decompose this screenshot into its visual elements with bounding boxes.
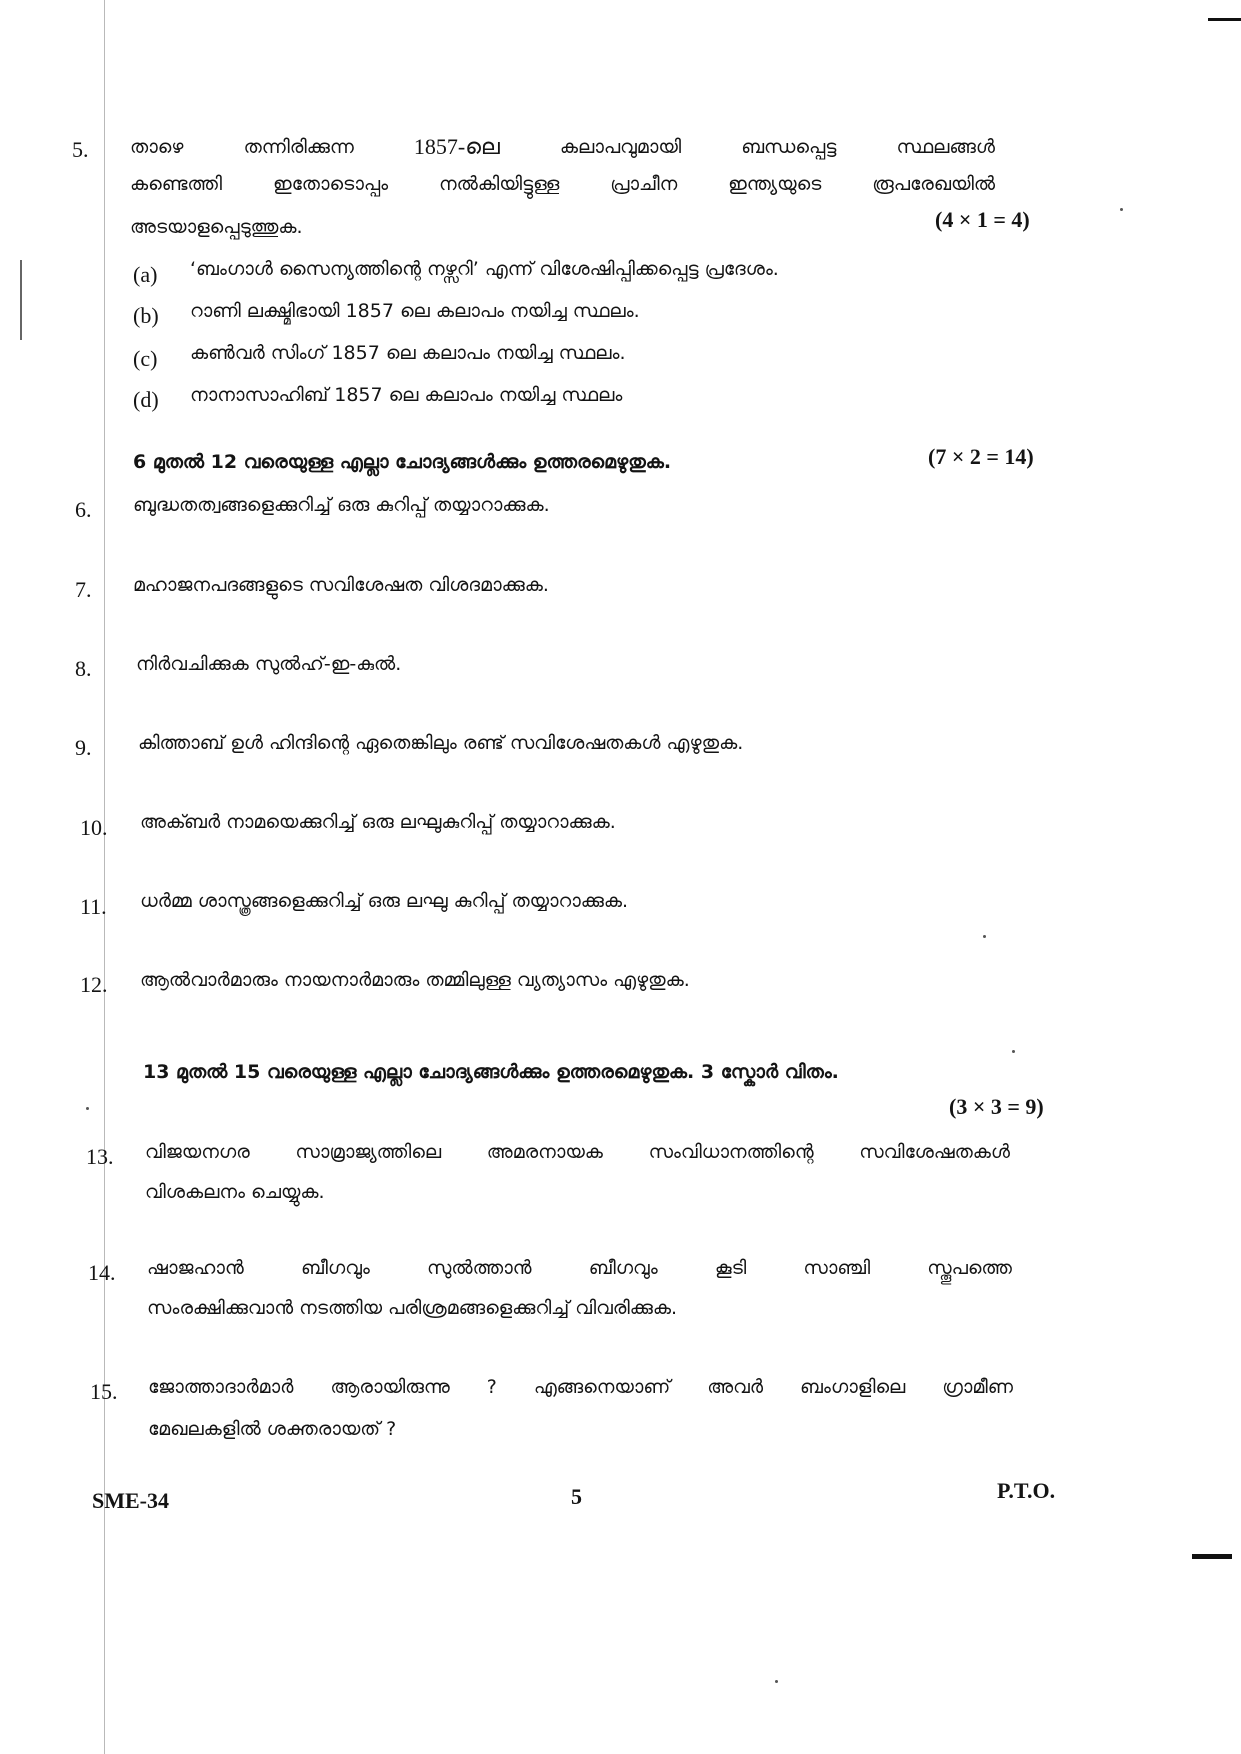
- q5-item-c-text: കൺവർ സിംഗ് 1857 ലെ കലാപം നയിച്ച സ്ഥലം.: [190, 342, 626, 364]
- section-2-marks: (7 × 2 = 14): [928, 444, 1034, 469]
- q5-item-b-label: (b): [133, 303, 159, 328]
- scan-edge-mark-right: [1192, 1554, 1232, 1559]
- q6-number: 6.: [75, 497, 92, 522]
- word: ബന്ധപ്പെട്ട: [741, 136, 837, 158]
- q5-line-3: അടയാളപ്പെടുത്തുക.: [130, 216, 303, 238]
- q8-number: 8.: [75, 656, 92, 681]
- word: 1857-ലെ: [413, 134, 500, 159]
- scan-dot: [775, 1680, 778, 1683]
- q5-line-1: [130, 128, 995, 166]
- word: കണ്ടെത്തി: [130, 173, 223, 195]
- section-3-heading: 13 മുതൽ 15 വരെയുള്ള എല്ലാ ചോദ്യങ്ങൾക്കും ഉത്തരമെഴുതുക. 3 സ്കോർ വിതം.: [143, 1061, 839, 1083]
- q8-text: നിർവചിക്കുക സുൽഹ്-ഇ-കുൽ.: [136, 653, 402, 675]
- word: സവിശേഷതകൾ: [859, 1141, 1010, 1163]
- word: കൂടി: [714, 1257, 747, 1279]
- q14-line-2: സംരക്ഷിക്കുവാൻ നടത്തിയ പരിശ്രമങ്ങളെക്കുറിച്ച് വിവരിക്കുക.: [147, 1297, 678, 1319]
- q5-marks: (4 × 1 = 4): [935, 207, 1030, 232]
- word: ഗ്രാമീണ: [942, 1376, 1013, 1398]
- q11-text: ധർമ്മ ശാസ്ത്രങ്ങളെക്കുറിച്ച് ഒരു ലഘു കുറിപ്പ് തയ്യാറാക്കുക.: [140, 890, 629, 912]
- word: ഇതോടൊപ്പം: [272, 173, 389, 195]
- word: രൂപരേഖയിൽ: [872, 173, 995, 195]
- q5-item-b-text: റാണി ലക്ഷ്മിഭായി 1857 ലെ കലാപം നയിച്ച സ്ഥലം.: [190, 300, 640, 322]
- scan-dot: [983, 935, 986, 938]
- word: സുൽത്താൻ: [427, 1257, 532, 1279]
- word: കലാപവുമായി: [559, 136, 682, 158]
- section-3-marks: (3 × 3 = 9): [949, 1094, 1044, 1119]
- word: അവർ: [707, 1376, 764, 1398]
- q10-text: അക്ബർ നാമയെക്കുറിച്ച് ഒരു ലഘുകുറിപ്പ് തയ്യാറാക്കുക.: [140, 811, 616, 833]
- scan-dot: [86, 1107, 89, 1110]
- word: ബീഗവും: [588, 1257, 658, 1279]
- word: ബംഗാളിലെ: [800, 1376, 906, 1398]
- q7-text: മഹാജനപദങ്ങളുടെ സവിശേഷത വിശദമാക്കുക.: [133, 574, 549, 596]
- word: സ്ഥലങ്ങൾ: [896, 136, 995, 158]
- scan-edge-mark-left: [20, 260, 22, 340]
- q15-number: 15.: [90, 1379, 118, 1404]
- q12-text: ആൽവാർമാരും നായനാർമാരും തമ്മിലുള്ള വ്യത്യാസം എഴുതുക.: [140, 969, 690, 991]
- word: ഷാജഹാൻ: [147, 1257, 244, 1279]
- word: സംവിധാനത്തിന്റെ: [648, 1141, 814, 1163]
- q12-number: 12.: [80, 972, 108, 997]
- q14-line-1: [147, 1249, 1012, 1287]
- word: ജോത്താദാർമാർ: [148, 1376, 294, 1398]
- word: എങ്ങനെയാണ്: [533, 1376, 671, 1398]
- word: സാമ്രാജ്യത്തിലെ: [295, 1141, 442, 1163]
- scan-dot: [1120, 208, 1123, 211]
- q5-item-d-text: നാനാസാഹിബ് 1857 ലെ കലാപം നയിച്ച സ്ഥലം: [190, 384, 623, 406]
- word: നൽകിയിട്ടുള്ള: [438, 173, 560, 195]
- section-2-heading: 6 മുതൽ 12 വരെയുള്ള എല്ലാ ചോദ്യങ്ങൾക്കും ഉത്തരമെഴുതുക.: [133, 451, 672, 473]
- page-number: 5: [571, 1484, 582, 1509]
- q9-number: 9.: [75, 735, 92, 760]
- word: സാഞ്ചി: [803, 1257, 871, 1279]
- q5-line-2: [130, 165, 995, 203]
- scan-edge-mark-top: [1208, 18, 1241, 21]
- q15-line-1: [148, 1368, 1013, 1406]
- q5-item-a-label: (a): [133, 262, 158, 287]
- q11-number: 11.: [80, 894, 107, 919]
- word: ?: [486, 1376, 497, 1398]
- q6-text: ബുദ്ധതത്വങ്ങളെക്കുറിച്ച് ഒരു കുറിപ്പ് തയ്യാറാക്കുക.: [133, 494, 550, 516]
- q5-item-a-text: ‘ബംഗാൾ സൈന്യത്തിന്റെ നഴ്സറി’ എന്ന് വിശേഷിപ്പിക്കപ്പെട്ട പ്രദേശം.: [190, 258, 779, 280]
- word: ഇന്ത്യയുടെ: [728, 173, 822, 195]
- q13-line-1: [145, 1133, 1010, 1171]
- q13-number: 13.: [86, 1144, 114, 1169]
- word: തന്നിരിക്കുന്ന: [243, 136, 354, 158]
- q7-number: 7.: [75, 577, 92, 602]
- word: വിജയനഗര: [145, 1141, 250, 1163]
- q5-number: 5.: [72, 137, 89, 162]
- q15-line-2: മേഖലകളിൽ ശക്തരായത് ?: [148, 1418, 397, 1440]
- q5-item-d-label: (d): [133, 387, 159, 412]
- q13-line-2: വിശകലനം ചെയ്യുക.: [145, 1181, 325, 1203]
- q10-number: 10.: [80, 815, 108, 840]
- word: ആരായിരുന്നു: [330, 1376, 450, 1398]
- word: അമരനായക: [486, 1141, 603, 1163]
- paper-code: SME-34: [92, 1488, 169, 1513]
- word: പ്രാചീന: [610, 173, 678, 195]
- q9-text: കിത്താബ് ഉൾ ഹിന്ദിന്റെ ഏതെങ്കിലും രണ്ട് സവിശേഷതകൾ എഴുതുക.: [138, 732, 744, 754]
- word: ബീഗവും: [300, 1257, 370, 1279]
- q14-number: 14.: [88, 1260, 116, 1285]
- please-turn-over: P.T.O.: [997, 1478, 1056, 1503]
- q5-item-c-label: (c): [133, 346, 158, 371]
- word: താഴെ: [130, 136, 184, 158]
- word: സ്തൂപത്തെ: [927, 1257, 1012, 1279]
- scan-dot: [1012, 1050, 1015, 1053]
